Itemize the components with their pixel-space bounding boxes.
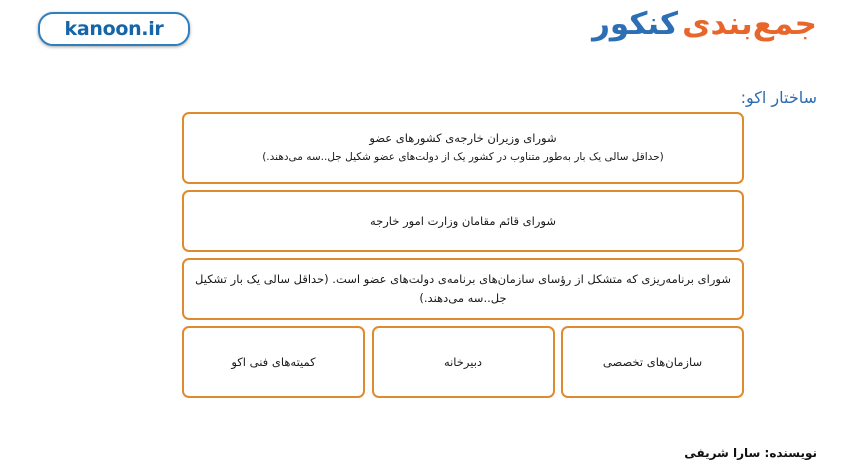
kanoon-logo[interactable]	[38, 12, 190, 46]
diagram-node-technical-committees	[182, 326, 365, 398]
diagram-node-specialized-organizations	[561, 326, 744, 398]
logo-text: kanoon.ir	[64, 18, 164, 40]
eco-structure-diagram	[182, 112, 744, 398]
brand-text-orange: جمع‌بندی	[682, 6, 817, 42]
diagram-node-deputy-council	[182, 190, 744, 252]
diagram-node-council-of-ministers	[182, 112, 744, 184]
node-title: دبیرخانه	[443, 354, 483, 369]
page-title: ساختار اکو:	[740, 88, 817, 107]
node-subtitle: (حداقل سالی یک بار به‌طور متناوب در کشور یک از دولت‌های عضو شکیل جل..سه می‌دهند.)	[262, 151, 664, 163]
brand-wordmark	[592, 6, 817, 42]
node-title: شورای برنامه‌ریزی که متشکل از رؤسای سازمان‌های برنامه‌ی دولت‌های عضو است. (حداقل سالی یک بار تشکیل جل..سه می‌دهند.)	[195, 272, 731, 305]
brand-text-blue: کنکور	[592, 6, 679, 42]
node-title: شورای وزیران خارجه‌ی کشورهای عضو	[369, 131, 557, 145]
node-title: شورای قائم مقامان وزارت امور خارجه	[369, 213, 557, 228]
node-title: کمیته‌های فنی اکو	[231, 354, 316, 369]
diagram-leaf-row	[182, 326, 744, 398]
node-title: سازمان‌های تخصصی	[602, 354, 703, 369]
diagram-node-planning-council	[182, 258, 744, 320]
author-credit: نویسنده: سارا شریفی	[684, 446, 817, 460]
diagram-node-secretariat	[372, 326, 555, 398]
